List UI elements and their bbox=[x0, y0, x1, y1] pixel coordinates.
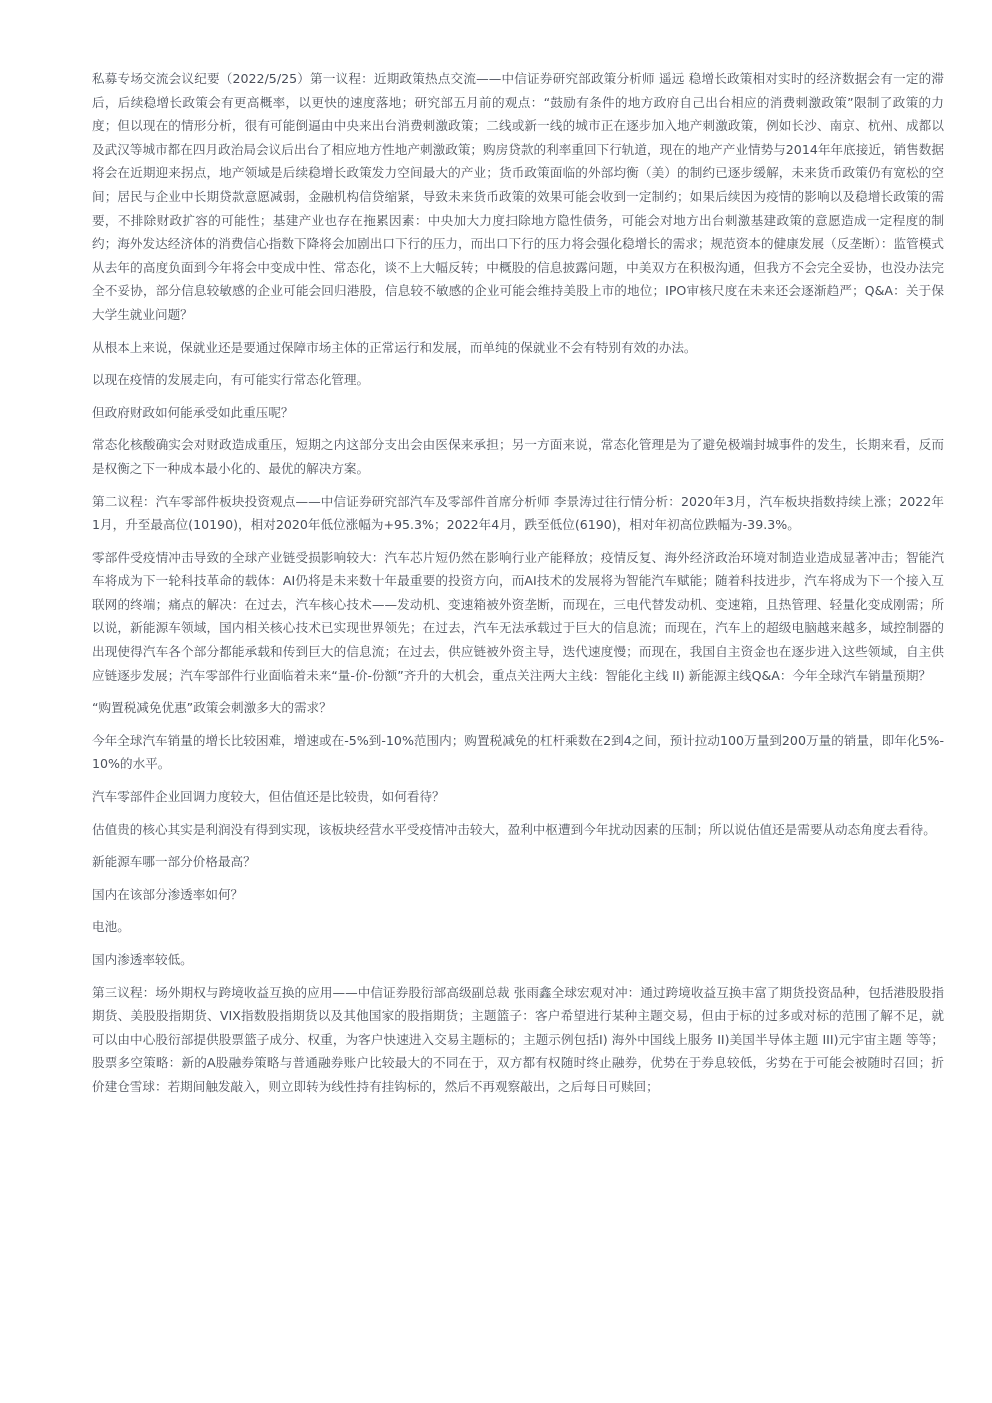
paragraph-penetration-question: 国内在该部分渗透率如何？ bbox=[92, 886, 244, 902]
paragraph-employment-answer: 从根本上来说，保就业还是要通过保障市场主体的正常运行和发展，而单纯的保就业不会有特别有效的办法。 bbox=[92, 339, 697, 355]
paragraph-tax-question: “购置税减免优惠”政策会刺激多大的需求？ bbox=[92, 700, 332, 716]
paragraph-second-agenda: 第二议程：汽车零部件板块投资观点——中信证券研究部汽车及零部件首席分析师 李景涛过往行情分析：2020年3月，汽车板块指数持续上涨；2022年1月，升至最高位(10190)，相对2020年低位涨幅为+95.3%；2022年4月，跌至低位(6190)，相对年初高位跌幅为-39.3%。 bbox=[92, 493, 944, 533]
paragraph-normalized-management: 以现在疫情的发展走向，有可能实行常态化管理。 bbox=[92, 372, 370, 388]
paragraph-ev-price-question: 新能源车哪一部分价格最高？ bbox=[92, 854, 256, 870]
paragraph-fiscal-answer: 常态化核酸确实会对财政造成重压，短期之内这部分支出会由医保来承担；另一方面来说，常态化管理是为了避免极端封城事件的发生，长期来看，反而是权衡之下一种成本最小化的、最优的解决方案。 bbox=[92, 437, 944, 476]
paragraph-valuation-answer: 估值贵的核心其实是利润没有得到实现，该板块经营水平受疫情冲击较大，盈利中枢遭到今年扰动因素的压制；所以说估值还是需要从动态角度去看待。 bbox=[92, 821, 936, 837]
document-body bbox=[92, 67, 944, 1108]
paragraph-penetration-answer: 国内渗透率较低。 bbox=[92, 952, 193, 967]
paragraph-auto-parts-analysis: 零部件受疫情冲击导致的全球产业链受损影响较大：汽车芯片短仍然在影响行业产能释放；疫情反复、海外经济政治环境对制造业造成显著冲击；智能汽车将成为下一轮科技革命的载体：AI仍将是未来数十年最重要的投资方向，而AI技术的发展将为智能汽车赋能；随着科技进步，汽车将成为下一个接入互联网的终端；痛点的解决：在过去，汽车核心技术——发动机、变速箱被外资垄断，而现在，三电代替发动机、变速箱，且热管理、轻量化变成刚需；所以说，新能源车领域，国内相关核心技术已实现世界领先；在过去，汽车无法承载过于巨大的信息流；而现在，汽车上的超级电脑越来越多，域控制器的出现使得汽车各个部分都能承载和传到巨大的信息流；在过去，供应链被外资主导，迭代速度慢；而现在，我国自主资金也在逐步进入这些领域，自主供应链逐步发展；汽车零部件行业面临着未来“量-价-份额”齐升的大机会，重点关注两大主线：智能化主线 II) 新能源主线Q&A：今年全球汽车销量预期？ bbox=[92, 549, 944, 683]
paragraph-valuation-question: 汽车零部件企业回调力度较大，但估值还是比较贵，如何看待？ bbox=[92, 789, 445, 805]
paragraph-sales-answer: 今年全球汽车销量的增长比较困难，增速或在-5%到-10%范围内；购置税减免的杠杆乘数在2到4之间，预计拉动100万量到200万量的销量，即年化5%-10%的水平。 bbox=[92, 732, 944, 772]
paragraph-fiscal-question: 但政府财政如何能承受如此重压呢？ bbox=[92, 404, 294, 420]
paragraph-battery-answer: 电池。 bbox=[92, 919, 130, 935]
paragraph-meeting-intro: 私募专场交流会议纪要（2022/5/25）第一议程：近期政策热点交流——中信证券研究部政策分析师 遥远 稳增长政策相对实时的经济数据会有一定的滞后，后续稳增长政策会有更高概率，以更快的速度落地；研究部五月前的观点：“鼓励有条件的地方政府自己出台相应的消费刺激政策”限制了政策的力度；但以现在的情形分析，很有可能倒逼由中央来出台消费刺激政策；二线或新一线的城市正在逐步加入地产刺激政策，例如长沙、南京、杭州、成都以及武汉等城市都在四月政治局会议后出台了相应地方性地产刺激政策；购房贷款的利率重回下行轨道，现在的地产产业情势与2014年年底接近，销售数据将会在近期迎来拐点，地产领域是后续稳增长政策发力空间最大的产业；货币政策面临的外部均衡（美）的制约已逐步缓解，未来货币政策仍有宽松的空间；居民与企业中长期贷款意愿减弱，金融机构信贷缩紧，导致未来货币政策的效果可能会收到一定制约；如果后续因为疫情的影响以及稳增长政策的需要，不排除财政扩容的可能性；基建产业也存在拖累因素：中央加大力度扫除地方隐性债务，可能会对地方出台刺激基建政策的意愿造成一定程度的制约；海外发达经济体的消费信心指数下降将会加剧出口下行的压力，而出口下行的压力将会强化稳增长的需求；规范资本的健康发展（反垄断）：监管模式从去年的高度负面到今年将会中变成中性、常态化，谈不上大幅反转；中概股的信息披露问题，中美双方在积极沟通，但我方不会完全妥协，也没办法完全不妥协，部分信息较敏感的企业可能会回归港股，信息较不敏感的企业可能会维持美股上市的地位；IPO审核尺度在未来还会逐渐趋严；Q&A：关于保大学生就业问题？ bbox=[92, 71, 944, 322]
paragraph-third-agenda: 第三议程：场外期权与跨境收益互换的应用——中信证券股衍部高级副总裁 张雨鑫全球宏观对冲：通过跨境收益互换丰富了期货投资品种，包括港股股指期货、美股股指期货、VIX指数股指期货以及其他国家的股指期货；主题篮子：客户希望进行某种主题交易，但由于标的过多或对标的范围了解不足，就可以由中心股衍部提供股票篮子成分、权重，为客户快速进入交易主题标的；主题示例包括I) 海外中国线上服务 II)美国半导体主题 III)元宇宙主题 等等；股票多空策略：新的A股融券策略与普通融券账户比较最大的不同在于，双方都有权随时终止融券，优势在于券息较低，劣势在于可能会被随时召回；折价建仓雪球：若期间触发敲入，则立即转为线性持有挂钩标的，然后不再观察敲出，之后每日可赎回； bbox=[92, 984, 944, 1094]
